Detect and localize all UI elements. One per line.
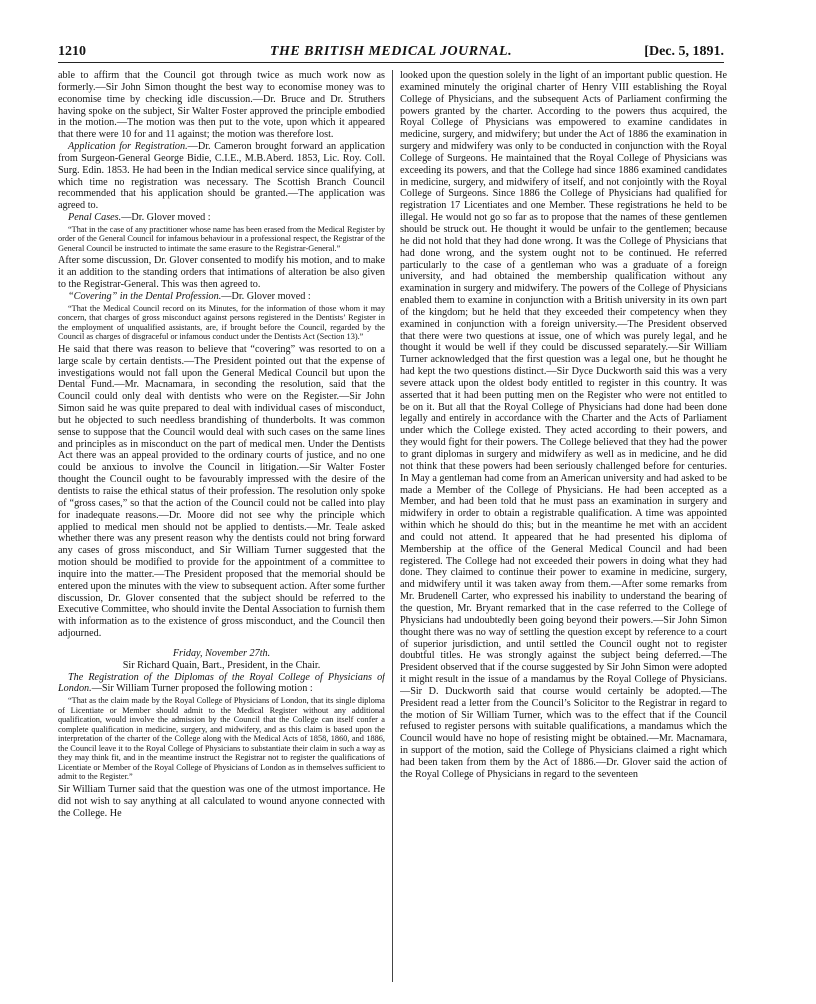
paragraph-text: —Dr. Cameron brought forward an application from Surgeon-General George Bidie, C.I.E., M.B.Aberd. 1853, Lic. Roy. Coll. Surg. Edin. 1853. He had been in the Indian medical service since qualifying, at which time no registration was necessary. The Scottish Branch Council recommended that his application should be granted.—The application was agreed to.	[58, 141, 385, 212]
day-heading: Friday, November 27th.	[172, 647, 271, 659]
right-column	[400, 70, 727, 985]
paragraph-rcp-debate: looked upon the question solely in the light of an important public question. He examined minutely the original charter of Henry VIII establishing the Royal College of Physicians, and the subsequent Acts of Parliament confirming the powers granted by the charter. According to the powers thus acquired, the Royal College of Physicians was empowered to examine candidates in medicine, surgery, and midwifery; but under the Act of 1886 the examination in surgery and midwifery was only to be conducted in conjunction with the Royal College of Surgeons. He maintained that the Royal College of Physicians was exceeding its powers, and that the College had since 1886 examined candidates in medicine, surgery, and midwifery of itself, and not conjointly with the Royal College of Surgeons. Since 1886 the College of Physicians had qualified for registration 17 Licentiates and one Member. These registrations he held to be illegal. He would not go so far as to propose that the names of these gentlemen should be struck out. He thought it would be unfair to the gentlemen; because he did not hold that they had done wrong. It was the College of Physicians that had done wrong, and the system ought not to be continued. He referred particularly to the case of a gentleman who was a graduate of a foreign university, and had obtained the membership qualification without any examination in surgery and midwifery. The powers of the College of Physicians enabled them to examine in conjunction with a British university in its own part of the kingdom; but he held that they exceeded their competency when they examined in conjunction with a foreign university.—The President observed that there were two questions at issue, one of which was purely legal, and he thought it would be well if they could be discussed separately.—Sir William Turner acknowledged that the first question was a legal one, but he thought he had kept the two questions distinct.—Sir Dyce Duckworth said this was a very severe attack upon the oldest body entitled to register in this country. It was asserted that it had been putting men on the Register who were not entitled to be on it. But all that the Royal College of Physicians had done had been done legally and entirely in accordance with the Charter and the Acts of Parliament under which the College existed. They acted according to their powers, and they would fight for their powers. The College believed that they had the power to grant diplomas in surgery and midwifery as well as in medicine, and he did not think that these powers had been seriously challenged before for centuries. In May a gentleman had come from an American university and had asked to be made a Member of the College of Physicians. He had been accepted as a Member, and had been told that he must pass an examination in surgery and midwifery in order to obtain a registrable qualification. A time was appointed within which he should do this; but in the meantime he met with an accident and could not attend. It appeared that he had presented his diploma of Membership at the office of the General Medical Council and had been registered. The College had not exceeded their powers in doing what they had done. They claimed to continue their power to examine in medicine, surgery, and midwifery until it was taken away from them.—After some remarks from Mr. Brudenell Carter, who expressed his inability to understand the bearing of the question, Mr. Bryant remarked that in the case referred to the College of Physicians had undoubtedly been going beyond their powers.—Sir John Simon thought there was no way of settling the question except by reference to a court of superior jurisdiction, and until settled the Council ought not to register doubtful titles. He was strongly against the subject being deferred.—The President observed that if the course suggested by Sir John Simon were adopted it might result in the issue of a mandamus by the Royal College of Physicians.—Sir D. Duckworth said that course would certainly be adopted.—The President read a letter from the Council’s Solicitor to the Registrar in regard to the motion of Sir William Turner, which was to the effect that if the Council refused to register persons with suitable qualifications, a mandamus which the Council would have no hope of resisting might be obtained.—Mr. Macnamara, in support of the motion, said the College of Physicians claimed a right which had been taken from them by the Act of 1886.—Dr. Glover said the action of the Royal College of Physicians in regard to the seventeen	[400, 70, 727, 780]
header-rule	[58, 62, 724, 63]
section-heading: Application for Registration.	[68, 141, 188, 153]
section-heading: The Registration of the Diplomas of the Royal College of Physicians of London.	[58, 671, 385, 695]
paragraph-glover-modify: After some discussion, Dr. Glover consented to modify his motion, and to make it an addition to the standing orders that intimations of alteration be also given to the Registrar-General. This was then agreed to.	[58, 255, 385, 291]
left-column	[58, 70, 385, 985]
paragraph-application-registration	[58, 141, 385, 212]
paragraph-council-vote: able to affirm that the Council got through twice as much work now as formerly.—Sir John Simon thought the best way to economise money was to economise time by checking idle discussion.—Dr. Bruce and Dr. Struthers having spoke on the subject, Sir Walter Foster approved the principle embodied in the motion.—The motion was then put to the vote, upon which it appeared that there were 10 for and 11 against; the motion was therefore lost.	[58, 70, 385, 141]
paragraph-text: —Dr. Glover moved :	[121, 212, 211, 224]
page-number: 1210	[58, 44, 86, 59]
chair-line: Sir Richard Quain, Bart., President, in the Chair.	[122, 659, 321, 671]
quoted-motion-dental: “That the Medical Council record on its Minutes, for the information of those whom it may concern, that charges of gross misconduct against persons registered in the Dentists’ Register in the employment of unqualified assistants, are, if brought before the Council, regarded by the Council as charges of disgraceful or infamous conduct under the Dentists Act (Section 13).”	[58, 303, 385, 342]
paragraph-turner-remarks: Sir William Turner said that the question was one of the utmost importance. He did not wish to say anything at all calculated to wound anyone connected with the College. He	[58, 783, 385, 819]
quoted-motion-rcp: “That as the claim made by the Royal College of Physicians of London, that its single diploma of Licentiate or Member should admit to the Medical Register without any additional qualification, would involve the admission by the Council that the College can itself confer a complete qualification in medicine, surgery, and midwifery, and as this claim is based upon the interpretation of the charter of the College along with the Medical Acts of 1858, 1860, and 1886, the Council leave it to the Royal College of Physicians to substantiate their claim in such a way as they may think fit, and in the meantime instruct the Registrar not to register the qualifications of Licentiate or Member of the Royal College of Physicians of London as in themselves sufficient to admit to the Register.”	[58, 696, 385, 782]
paragraph-penal-cases	[58, 212, 385, 224]
paragraph-text: —Sir William Turner proposed the following motion :	[91, 683, 313, 695]
paragraph-covering-dental	[58, 291, 385, 303]
section-heading: “Covering” in the Dental Profession.	[68, 291, 222, 302]
quoted-motion-penal: “That in the case of any practitioner whose name has been erased from the Medical Register by order of the General Council for infamous behaviour in a professional respect, the Registrar of the General Council be instructed to intimate the same erasure to the Registrar-General.”	[58, 224, 385, 253]
column-divider	[392, 70, 393, 982]
paragraph-dental-discussion: He said that there was reason to believe that “covering” was resorted to on a large scale by certain dentists.—The President pointed out that the expense of investigations would not fall upon the General Medical Council but upon the Dental Fund.—Mr. Macnamara, in seconding the resolution, said that the Council could only deal with dentists who were on the Register.—Sir John Simon said he was quite prepared to deal with individual cases of misconduct, but he objected to such needless brandishing of thunderbolts. It was common sense to suppose that the Council would deal with such cases on the same lines and principles as in misconduct on the part of medical men. Under the Dentists Act there was an appeal provided to the ordinary courts of justice, and no one could be anxious to involve the Council in litigation.—Sir Walter Foster thought the Council ought to be favourably impressed with the desire of the dentists to raise the ethical status of their profession. The resolution only spoke of “gross cases,” so that the action of the Council could not be called into play for inadequate reasons.—Dr. Moore did not see why the principle which applied to medical men should not be applied to dentists.—Mr. Teale asked whether there was any present reason why the dentists could not bring forward any cases of gross misconduct, and Sir William Turner suggested that the motion should be modified to provide for the appointment of a committee to inquire into the matter.—The President proposed that the memorial should be entered upon the minutes with the view to subsequent action. After some further discussion, Dr. Glover consented that the subject should be referred to the Executive Committee, who should invite the Dental Association to furnish them with information as to the existence of gross misconduct, and the Council then adjourned.	[58, 343, 385, 640]
section-heading: Penal Cases.	[68, 212, 122, 224]
journal-title: THE BRITISH MEDICAL JOURNAL.	[269, 44, 513, 59]
issue-date: [Dec. 5, 1891.	[644, 44, 724, 59]
paragraph-text: —Dr. Glover moved :	[221, 291, 311, 302]
paragraph-registration-diplomas	[58, 672, 385, 696]
